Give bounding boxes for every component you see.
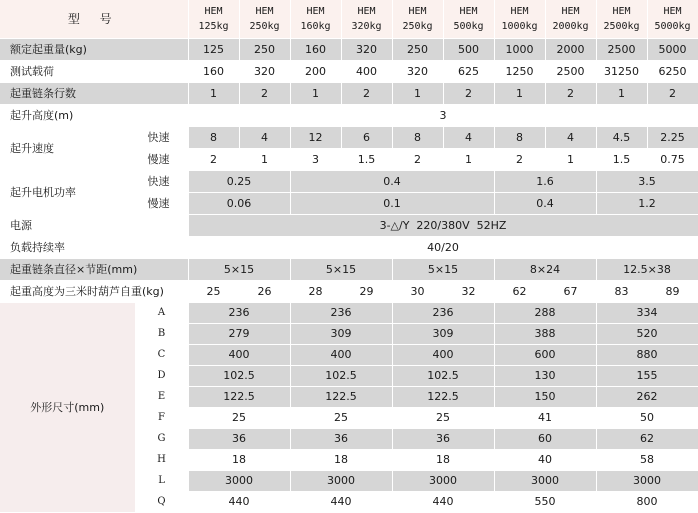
table-cell: 29	[341, 280, 392, 302]
model-header-cell: HEM 2000kg	[545, 0, 596, 38]
dimensions-label: 外形尺寸(mm)	[0, 302, 135, 512]
table-cell: 36	[290, 428, 392, 449]
table-cell: 102.5	[392, 365, 494, 386]
table-cell: 12	[290, 126, 341, 148]
table-cell: 3000	[392, 470, 494, 491]
table-cell: 4	[443, 126, 494, 148]
dimension-key: G	[135, 428, 188, 449]
table-cell: 26	[239, 280, 290, 302]
dimension-key: A	[135, 302, 188, 323]
table-cell: 41	[494, 407, 596, 428]
table-cell: 2	[443, 82, 494, 104]
table-cell: 880	[596, 344, 698, 365]
dimension-row	[0, 302, 698, 323]
table-cell: 1	[290, 82, 341, 104]
table-cell: 250	[392, 38, 443, 60]
table-cell: 50	[596, 407, 698, 428]
table-cell: 0.4	[494, 192, 596, 214]
row-label: 负载持续率	[0, 236, 188, 258]
table-cell: 200	[290, 60, 341, 82]
table-cell: 40/20	[188, 236, 698, 258]
table-cell: 122.5	[290, 386, 392, 407]
table-cell: 5×15	[392, 258, 494, 280]
table-cell: 400	[290, 344, 392, 365]
table-cell: 279	[188, 323, 290, 344]
test-load-row	[0, 60, 698, 82]
table-cell: 2	[239, 82, 290, 104]
table-cell: 60	[494, 428, 596, 449]
dimension-key: H	[135, 449, 188, 470]
table-cell: 3000	[290, 470, 392, 491]
table-cell: 2500	[545, 60, 596, 82]
table-cell: 1	[239, 148, 290, 170]
dimension-key: Q	[135, 491, 188, 512]
sub-label: 快速	[135, 126, 188, 148]
table-cell: 36	[392, 428, 494, 449]
table-cell: 320	[392, 60, 443, 82]
table-cell: 1.2	[596, 192, 698, 214]
table-cell: 440	[290, 491, 392, 512]
table-cell: 400	[341, 60, 392, 82]
table-cell: 236	[290, 302, 392, 323]
table-cell: 2	[494, 148, 545, 170]
model-header-cell: HEM 320kg	[341, 0, 392, 38]
dimension-key: L	[135, 470, 188, 491]
table-cell: 1.5	[341, 148, 392, 170]
table-cell: 32	[443, 280, 494, 302]
table-cell: 155	[596, 365, 698, 386]
table-cell: 3	[188, 104, 698, 126]
table-cell: 36	[188, 428, 290, 449]
table-cell: 2	[545, 82, 596, 104]
dimension-key: D	[135, 365, 188, 386]
model-header-cell: HEM 160kg	[290, 0, 341, 38]
table-cell: 8	[188, 126, 239, 148]
table-cell: 400	[392, 344, 494, 365]
lift-speed-fast-row	[0, 126, 698, 148]
table-cell: 28	[290, 280, 341, 302]
table-cell: 3	[290, 148, 341, 170]
table-cell: 3000	[188, 470, 290, 491]
table-cell: 2	[341, 82, 392, 104]
chain-spec-row	[0, 258, 698, 280]
table-cell: 1	[596, 82, 647, 104]
table-cell: 1	[443, 148, 494, 170]
table-cell: 400	[188, 344, 290, 365]
model-header-title: 型 号	[0, 0, 188, 38]
model-header-cell: HEM 250kg	[239, 0, 290, 38]
row-label: 起重链条行数	[0, 82, 188, 104]
table-cell: 8×24	[494, 258, 596, 280]
table-cell: 388	[494, 323, 596, 344]
table-cell: 4.5	[596, 126, 647, 148]
table-cell: 520	[596, 323, 698, 344]
table-cell: 160	[188, 60, 239, 82]
table-cell: 6	[341, 126, 392, 148]
table-cell: 160	[290, 38, 341, 60]
table-cell: 2000	[545, 38, 596, 60]
table-cell: 40	[494, 449, 596, 470]
power-supply-row	[0, 214, 698, 236]
table-cell: 125	[188, 38, 239, 60]
table-cell: 102.5	[188, 365, 290, 386]
table-cell: 4	[545, 126, 596, 148]
table-cell: 25	[188, 280, 239, 302]
model-header-cell: HEM 125kg	[188, 0, 239, 38]
table-cell: 0.1	[290, 192, 494, 214]
table-cell: 62	[596, 428, 698, 449]
table-cell: 25	[392, 407, 494, 428]
table-cell: 25	[290, 407, 392, 428]
table-cell: 122.5	[392, 386, 494, 407]
table-cell: 122.5	[188, 386, 290, 407]
table-cell: 30	[392, 280, 443, 302]
row-label: 起重链条直径×节距(mm)	[0, 258, 188, 280]
header-row	[0, 0, 698, 38]
row-label: 测试载荷	[0, 60, 188, 82]
lift-height-row	[0, 104, 698, 126]
table-cell: 309	[392, 323, 494, 344]
table-cell: 18	[290, 449, 392, 470]
table-cell: 1.6	[494, 170, 596, 192]
chain-falls-row	[0, 82, 698, 104]
table-cell: 130	[494, 365, 596, 386]
table-cell: 0.4	[290, 170, 494, 192]
dimension-key: F	[135, 407, 188, 428]
table-cell: 4	[239, 126, 290, 148]
dimension-key: B	[135, 323, 188, 344]
table-cell: 25	[188, 407, 290, 428]
table-cell: 6250	[647, 60, 698, 82]
row-label: 额定起重量(kg)	[0, 38, 188, 60]
sub-label: 快速	[135, 170, 188, 192]
table-cell: 309	[290, 323, 392, 344]
table-cell: 236	[392, 302, 494, 323]
table-cell: 5×15	[290, 258, 392, 280]
table-cell: 102.5	[290, 365, 392, 386]
table-cell: 89	[647, 280, 698, 302]
table-cell: 67	[545, 280, 596, 302]
row-label: 起升速度	[0, 126, 135, 170]
dimension-key: C	[135, 344, 188, 365]
table-cell: 83	[596, 280, 647, 302]
table-cell: 1	[494, 82, 545, 104]
table-cell: 0.25	[188, 170, 290, 192]
dimension-key: E	[135, 386, 188, 407]
model-header-cell: HEM 250kg	[392, 0, 443, 38]
table-cell: 18	[392, 449, 494, 470]
table-cell: 625	[443, 60, 494, 82]
table-cell: 58	[596, 449, 698, 470]
duty-cycle-row	[0, 236, 698, 258]
table-cell: 18	[188, 449, 290, 470]
table-cell: 440	[392, 491, 494, 512]
table-cell: 1	[545, 148, 596, 170]
table-cell: 1.5	[596, 148, 647, 170]
model-header-cell: HEM 1000kg	[494, 0, 545, 38]
table-cell: 2	[392, 148, 443, 170]
table-cell: 550	[494, 491, 596, 512]
table-cell: 2.25	[647, 126, 698, 148]
table-cell: 1	[188, 82, 239, 104]
model-header-cell: HEM 5000kg	[647, 0, 698, 38]
table-cell: 0.06	[188, 192, 290, 214]
table-cell: 334	[596, 302, 698, 323]
sub-label: 慢速	[135, 192, 188, 214]
table-cell: 3000	[596, 470, 698, 491]
table-cell: 3000	[494, 470, 596, 491]
table-cell: 62	[494, 280, 545, 302]
table-cell: 150	[494, 386, 596, 407]
table-cell: 0.75	[647, 148, 698, 170]
table-cell: 2	[188, 148, 239, 170]
table-cell: 5×15	[188, 258, 290, 280]
table-cell: 600	[494, 344, 596, 365]
table-cell: 236	[188, 302, 290, 323]
table-cell: 5000	[647, 38, 698, 60]
table-cell: 1250	[494, 60, 545, 82]
table-cell: 320	[239, 60, 290, 82]
table-cell: 800	[596, 491, 698, 512]
table-cell: 500	[443, 38, 494, 60]
motor-power-fast-row	[0, 170, 698, 192]
row-label: 起升高度(m)	[0, 104, 188, 126]
self-weight-row	[0, 280, 698, 302]
table-cell: 262	[596, 386, 698, 407]
table-cell: 8	[494, 126, 545, 148]
table-cell: 2	[647, 82, 698, 104]
table-cell: 3-△/Y 220/380V 52HZ	[188, 214, 698, 236]
table-cell: 31250	[596, 60, 647, 82]
table-cell: 8	[392, 126, 443, 148]
table-cell: 1000	[494, 38, 545, 60]
row-label: 电源	[0, 214, 188, 236]
table-cell: 288	[494, 302, 596, 323]
sub-label: 慢速	[135, 148, 188, 170]
table-cell: 250	[239, 38, 290, 60]
table-cell: 2500	[596, 38, 647, 60]
row-label: 起升电机功率	[0, 170, 135, 214]
table-cell: 320	[341, 38, 392, 60]
table-cell: 440	[188, 491, 290, 512]
table-cell: 3.5	[596, 170, 698, 192]
row-label: 起重高度为三米时葫芦自重(kg)	[0, 280, 188, 302]
table-cell: 12.5×38	[596, 258, 698, 280]
model-header-cell: HEM 500kg	[443, 0, 494, 38]
model-header-cell: HEM 2500kg	[596, 0, 647, 38]
rated-load-row	[0, 38, 698, 60]
table-cell: 1	[392, 82, 443, 104]
